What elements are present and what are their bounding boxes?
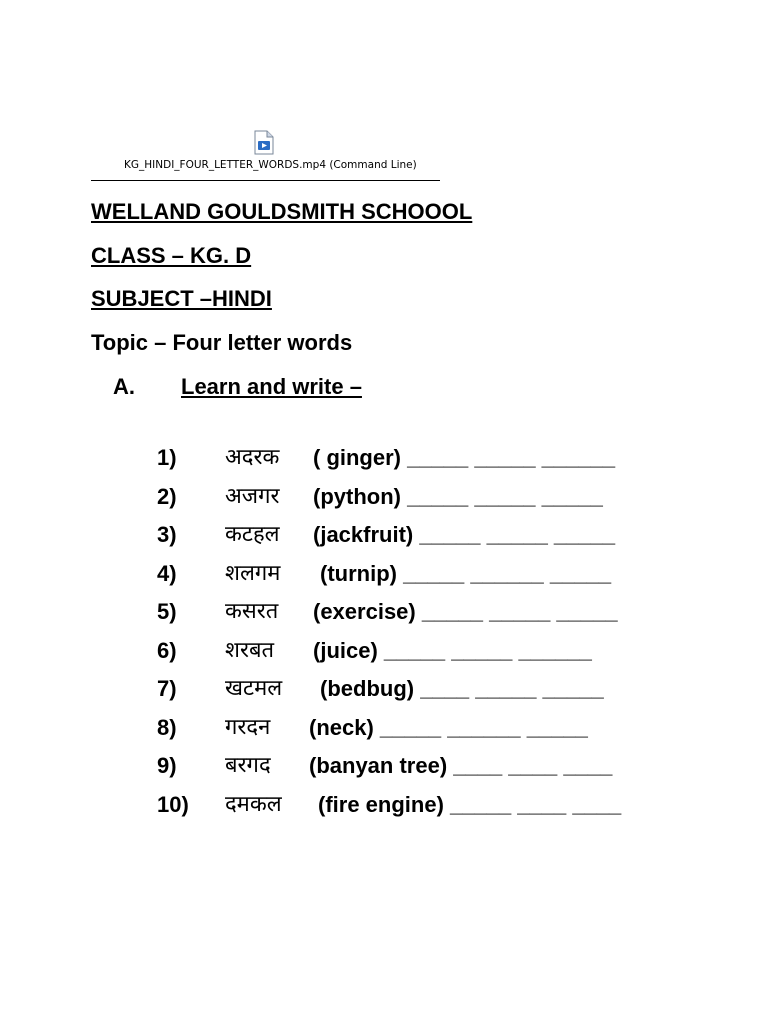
school-name: WELLAND GOULDSMITH SCHOOOL (91, 199, 473, 224)
embedded-video-caption: KG_HINDI_FOUR_LETTER_WORDS.mp4 (Command Line) (124, 159, 417, 171)
hindi-word: गरदन (225, 715, 271, 740)
item-meaning-blanks: (bedbug) ____ _____ _____ (320, 676, 604, 701)
list-item (0, 444, 768, 472)
item-number: 1) (157, 445, 177, 470)
list-item (0, 752, 768, 780)
item-number: 2) (157, 484, 177, 509)
hindi-word: बरगद (225, 753, 271, 778)
list-item (0, 714, 768, 742)
hindi-word: अदरक (225, 445, 280, 470)
topic-line: Topic – Four letter words (91, 330, 353, 355)
item-number: 8) (157, 715, 177, 740)
list-item (0, 791, 768, 819)
item-meaning-blanks: (fire engine) _____ ____ ____ (318, 792, 622, 817)
item-meaning-blanks: (banyan tree) ____ ____ ____ (309, 753, 613, 778)
subject-line: SUBJECT –HINDI (91, 286, 272, 311)
item-number: 4) (157, 561, 177, 586)
hindi-word: खटमल (225, 676, 283, 701)
item-number: 9) (157, 753, 177, 778)
hindi-word: कटहल (225, 522, 280, 547)
hindi-word: दमकल (225, 792, 282, 817)
item-meaning-blanks: (neck) _____ ______ _____ (309, 715, 588, 740)
item-meaning-blanks: (turnip) _____ ______ _____ (320, 561, 612, 586)
hindi-word: शरबत (225, 638, 275, 663)
item-meaning-blanks: (juice) _____ _____ ______ (313, 638, 592, 663)
item-number: 3) (157, 522, 177, 547)
item-meaning-blanks: (python) _____ _____ _____ (313, 484, 603, 509)
hindi-word: अजगर (225, 484, 280, 509)
section-title: Learn and write – (181, 374, 362, 399)
item-meaning-blanks: (jackfruit) _____ _____ _____ (313, 522, 616, 547)
embedded-video-object[interactable] (91, 128, 440, 181)
list-item (0, 675, 768, 703)
item-number: 6) (157, 638, 177, 663)
list-item (0, 521, 768, 549)
list-item (0, 637, 768, 665)
item-meaning-blanks: (exercise) _____ _____ _____ (313, 599, 618, 624)
video-file-icon[interactable] (254, 130, 274, 155)
list-item (0, 483, 768, 511)
list-item (0, 560, 768, 588)
item-number: 7) (157, 676, 177, 701)
hindi-word: शलगम (225, 561, 281, 586)
item-number: 5) (157, 599, 177, 624)
class-line: CLASS – KG. D (91, 243, 252, 268)
hindi-word: कसरत (225, 599, 279, 624)
item-meaning-blanks: ( ginger) _____ _____ ______ (313, 445, 616, 470)
item-number: 10) (157, 792, 189, 817)
section-letter: A. (113, 374, 135, 399)
list-item (0, 598, 768, 626)
